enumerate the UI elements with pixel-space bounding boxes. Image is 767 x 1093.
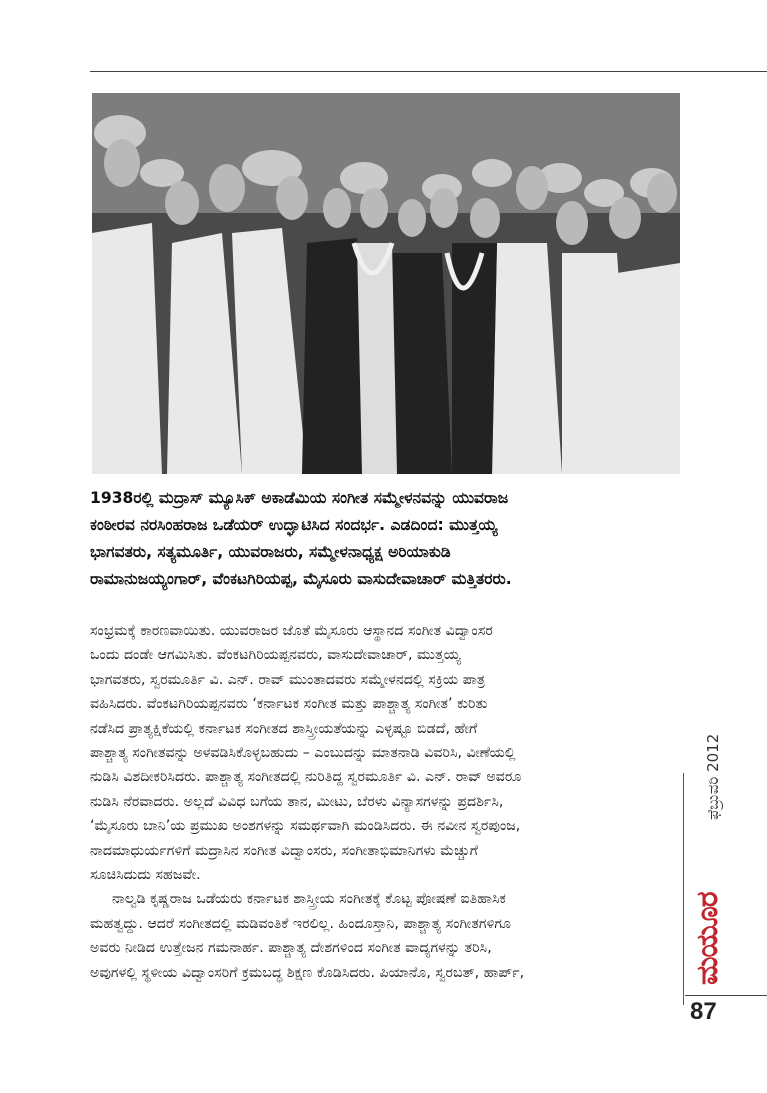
body-line: ಸೂಚಿಸಿದುದು ಸಹಜವೇ. [90,867,201,884]
body-line: ನಡೆಸಿದ ಪ್ರಾತ್ಯಕ್ಷಿಕೆಯಲ್ಲಿ ಕರ್ನಾಟಕ ಸಂಗೀತದ ಶಾಸ್ತ್ರೀಯತೆಯನ್ನು ಎಳ್ಳಷ್ಟೂ ಬಿಡದೆ, ಹೇಗೆ [90,720,478,737]
sidebar-divider [683,773,684,1005]
magazine-brand: ಮಯೂರ [690,892,725,985]
photo-caption [90,485,680,593]
body-line: ನುಡಿಸಿ ವಿಶದೀಕರಿಸಿದರು. ಪಾಶ್ಚಾತ್ಯ ಸಂಗೀತದಲ್ಲಿ ನುರಿತಿದ್ದ ಸ್ವರಮೂರ್ತಿ ವಿ. ಎನ್. ರಾವ್ ಅವರೂ [90,769,522,786]
body-line: ಪಾಶ್ಚಾತ್ಯ ಸಂಗೀತವನ್ನು ಅಳವಡಿಸಿಕೊಳ್ಳಬಹುದು – ಎಂಬುದನ್ನು ಮಾತನಾಡಿ ವಿವರಿಸಿ, ವೀಣೆಯಲ್ಲಿ [90,745,516,762]
body-line: ಮಹತ್ವದ್ದು. ಆದರೆ ಸಂಗೀತದಲ್ಲಿ ಮಡಿವಂತಿಕೆ ಇರಲಿಲ್ಲ. ಹಿಂದೂಸ್ತಾನಿ, ಪಾಶ್ಚಾತ್ಯ ಸಂಗೀತಗಳಿಗೂ [90,915,512,932]
issue-date: ಫೆಬ್ರುವರಿ 2012 [704,733,722,820]
body-line: ‘ಮೈಸೂರು ಬಾನಿ’ಯ ಪ್ರಮುಖ ಅಂಶಗಳನ್ನು ಸಮರ್ಥವಾಗಿ ಮಂಡಿಸಿದರು. ಈ ನವೀನ ಸ್ವರಪುಂಜ, [90,818,521,835]
body-line: ನಾದಮಾಧುರ್ಯಗಳಿಗೆ ಮದ್ರಾಸಿನ ಸಂಗೀತ ವಿದ್ವಾಂಸರು, ಸಂಗೀತಾಭಿಮಾನಿಗಳು ಮೆಚ್ಚುಗೆ [90,842,479,859]
body-line: ಭಾಗವತರು, ಸ್ವರಮೂರ್ತಿ ವಿ. ಎನ್. ರಾವ್ ಮುಂತಾದವರು ಸಮ್ಮೇಳನದಲ್ಲಿ ಸಕ್ರಿಯ ಪಾತ್ರ [90,671,485,688]
article-body [90,619,670,985]
caption-line: ಕಂಠೀರವ ನರಸಿಂಹರಾಜ ಒಡೆಯರ್ ಉದ್ಘಾಟಿಸಿದ ಸಂದರ್ಭ. ಎಡದಿಂದ: ಮುತ್ತಯ್ಯ [90,516,498,534]
body-line: ಸಂಭ್ರಮಕ್ಕೆ ಕಾರಣವಾಯಿತು. ಯುವರಾಜರ ಜೊತೆ ಮೈಸೂರು ಆಸ್ಥಾನದ ಸಂಗೀತ ವಿದ್ವಾಂಸರ [90,623,493,639]
caption-line: 1938ರಲ್ಲಿ ಮದ್ರಾಸ್ ಮ್ಯೂಸಿಕ್ ಅಕಾಡೆಮಿಯ ಸಂಗೀತ ಸಮ್ಮೇಳನವನ್ನು ಯುವರಾಜ [90,489,509,507]
body-line: ಒಂದು ದಂಡೇ ಆಗಮಿಸಿತು. ವೆಂಕಟಗಿರಿಯಪ್ಪನವರು, ವಾಸುದೇವಾಚಾರ್, ಮುತ್ತಯ್ಯ [90,647,461,664]
caption-line: ರಾಮಾನುಜಯ್ಯಂಗಾರ್, ವೆಂಕಟಗಿರಿಯಪ್ಪ, ಮೈಸೂರು ವಾಸುದೇವಾಚಾರ್ ಮತ್ತಿತರರು. [90,570,512,588]
top-divider [90,71,767,72]
body-line: ನಾಲ್ವಡಿ ಕೃಷ್ಣರಾಜ ಒಡೆಯರು ಕರ್ನಾಟಕ ಶಾಸ್ತ್ರೀಯ ಸಂಗೀತಕ್ಕೆ ಕೊಟ್ಟ ಪೋಷಣೆ ಐತಿಹಾಸಿಕ [112,891,506,908]
caption-line: ಭಾಗವತರು, ಸತ್ಯಮೂರ್ತಿ, ಯುವರಾಜರು, ಸಮ್ಮೇಳನಾಧ್ಯಕ್ಷ ಅರಿಯಾಕುಡಿ [90,543,451,561]
body-line: ವಹಿಸಿದರು. ವೆಂಕಟಗಿರಿಯಪ್ಪನವರು ‘ಕರ್ನಾಟಕ ಸಂಗೀತ ಮತ್ತು ಪಾಶ್ಚಾತ್ಯ ಸಂಗೀತ’ ಕುರಿತು [90,696,488,713]
body-line: ನುಡಿಸಿ ನೆರವಾದರು. ಅಲ್ಲದೆ ವಿವಿಧ ಬಗೆಯ ತಾನ, ಮೀಟು, ಬೆರಳು ವಿನ್ಯಾಸಗಳನ್ನು ಪ್ರದರ್ಶಿಸಿ, [90,793,504,810]
historical-group-photo [92,93,680,474]
page-number: 87 [690,998,717,1025]
body-line: ಅವರು ನೀಡಿದ ಉತ್ತೇಜನ ಗಮನಾರ್ಹ. ಪಾಶ್ಚಾತ್ಯ ದೇಶಗಳಿಂದ ಸಂಗೀತ ವಾದ್ಯಗಳನ್ನು ತರಿಸಿ, [90,940,492,957]
group-photo-illustration [92,93,680,474]
body-line: ಅವುಗಳಲ್ಲಿ ಸ್ಥಳೀಯ ವಿದ್ವಾಂಸರಿಗೆ ಕ್ರಮಬದ್ಧ ಶಿಕ್ಷಣ ಕೊಡಿಸಿದರು. ಪಿಯಾನೊ, ಸ್ವರಬತ್, ಹಾರ್ಪ್, [90,964,525,981]
footer-divider [685,995,767,996]
